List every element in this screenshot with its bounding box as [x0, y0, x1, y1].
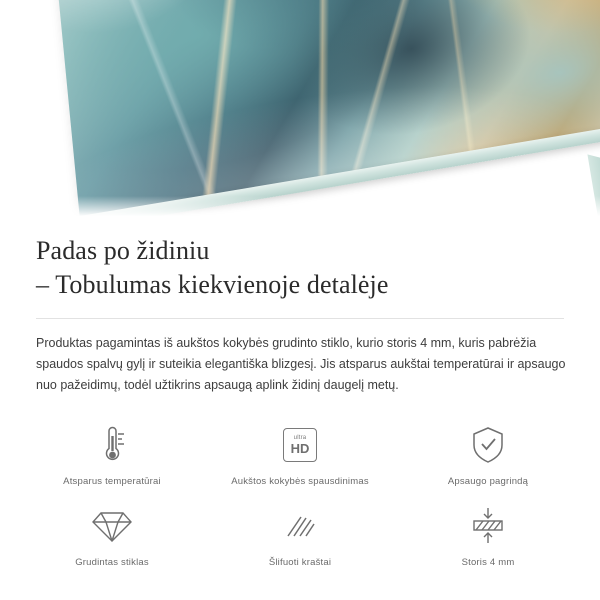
description-paragraph: Produktas pagamintas iš aukštos kokybės grudinto stiklo, kurio storis 4 mm, kuris pabrėžia spaudos spalvų gylį ir suteikia elegantiška blizgesį. Jis atsparus aukštai temperatūrai ir apsaugo nuo pažeidimų, todėl užtikrins apsaugą aplink židinį daugelį metų.: [36, 336, 566, 392]
thickness-arrows-icon: [468, 503, 508, 549]
feature-label: Atsparus temperatūrai: [63, 476, 161, 487]
feature-item-polished-edges: [206, 503, 394, 568]
feature-label: Šlifuoti kraštai: [268, 557, 332, 568]
ultra-hd-icon: [283, 422, 317, 468]
hero-fade: [0, 196, 600, 222]
feature-item-print-quality: [206, 422, 394, 487]
ultra-hd-badge-bottom: HD: [290, 441, 310, 456]
feature-item-surface-protection: [394, 422, 582, 487]
feature-item-tempered-glass: [18, 503, 206, 568]
feature-label: Storis 4 mm: [461, 557, 515, 568]
polished-edges-icon: [280, 503, 320, 549]
page-title: [36, 234, 564, 302]
feature-grid: [0, 422, 600, 568]
divider: [36, 318, 564, 319]
feature-label: Aukštos kokybės spausdinimas: [231, 476, 369, 487]
feature-item-temperature: [18, 422, 206, 487]
feature-label: Grudintas stiklas: [75, 557, 149, 568]
hero-image: [0, 0, 600, 222]
shield-check-icon: [469, 422, 507, 468]
ultra-hd-badge-top: ultra: [293, 435, 307, 441]
feature-label: Apsaugo pagrindą: [447, 476, 529, 487]
thermometer-icon: [94, 422, 130, 468]
headline-line-1: Padas po židiniu: [36, 236, 210, 265]
content-block: [0, 222, 600, 396]
diamond-icon: [91, 503, 133, 549]
hero-stage: [0, 0, 600, 222]
feature-item-thickness: [394, 503, 582, 568]
headline-line-2: – Tobulumas kiekvienoje detalėje: [36, 270, 389, 299]
